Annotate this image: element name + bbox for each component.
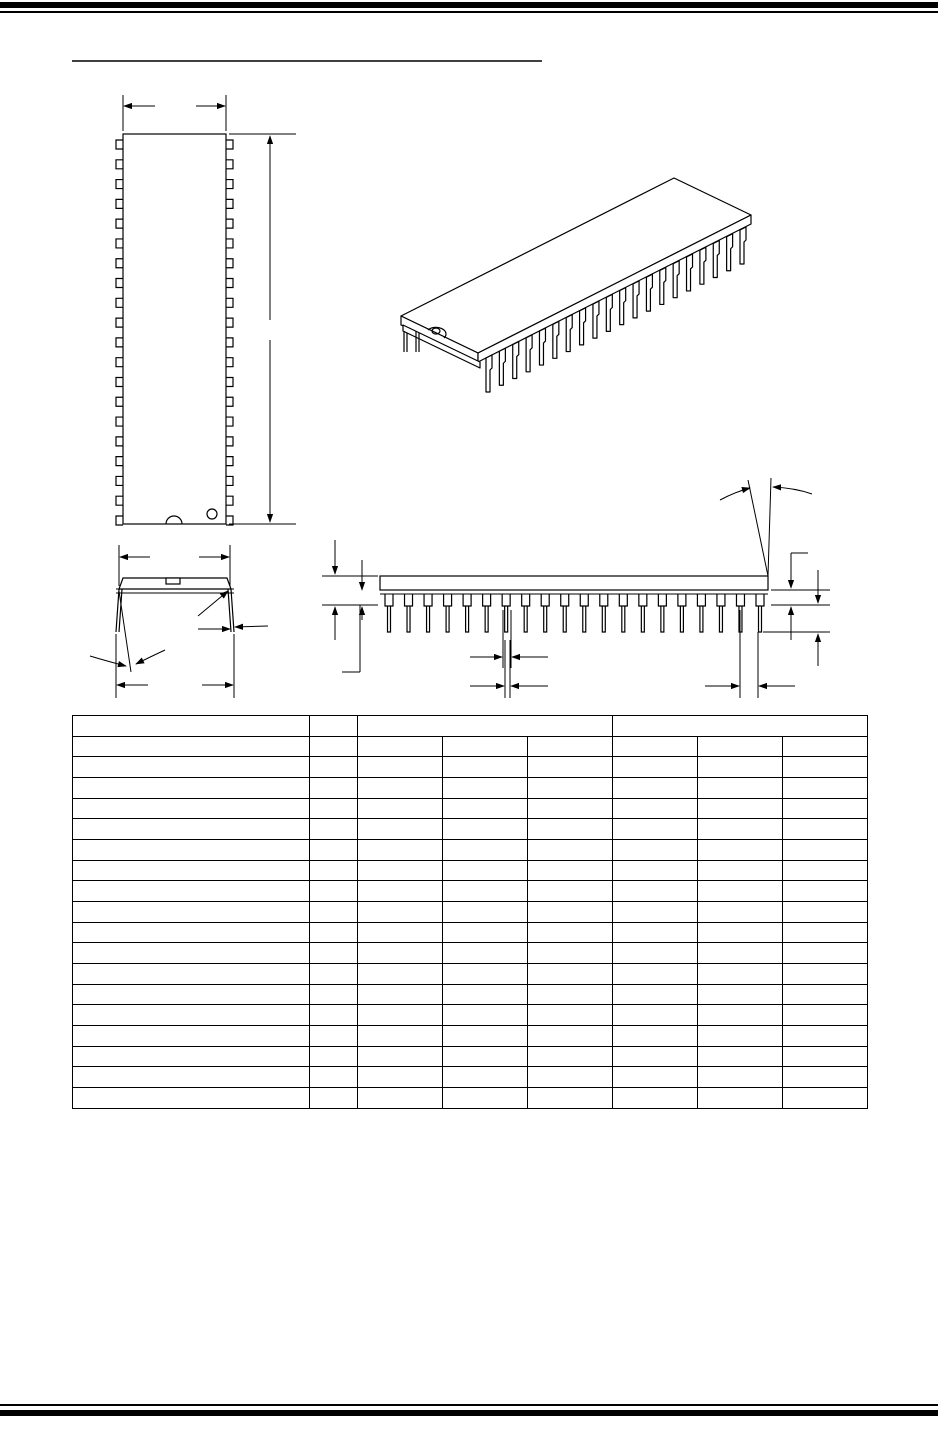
table-cell <box>528 964 613 985</box>
table-cell <box>613 716 868 737</box>
table-cell <box>613 819 698 840</box>
table-cell <box>528 922 613 943</box>
table-cell <box>443 1088 528 1109</box>
side-lead-shoulder <box>444 594 452 606</box>
table-cell <box>698 922 783 943</box>
side-lead-shoulder <box>619 594 627 606</box>
table-cell <box>698 984 783 1005</box>
table-row <box>73 984 868 1005</box>
side-lead-pin <box>583 606 586 632</box>
table-cell <box>73 1067 310 1088</box>
iso-lead <box>687 254 693 291</box>
iso-lead-far <box>404 331 407 352</box>
isometric-view <box>401 178 751 392</box>
table-cell <box>613 1026 698 1047</box>
table-cell <box>73 943 310 964</box>
table-cell <box>358 902 443 923</box>
iso-lead <box>673 261 679 298</box>
top-pin-right <box>226 298 233 307</box>
top-view-pins-right <box>226 140 233 525</box>
table-cell <box>73 1005 310 1026</box>
table-cell <box>358 922 443 943</box>
table-cell <box>358 1088 443 1109</box>
table-cell <box>73 922 310 943</box>
side-lead-shoulder <box>678 594 686 606</box>
table-cell <box>443 922 528 943</box>
side-lead-shoulder <box>522 594 530 606</box>
side-lead-pin <box>427 606 430 632</box>
iso-top-face <box>401 178 751 353</box>
table-cell <box>310 943 358 964</box>
table-cell <box>528 984 613 1005</box>
table-cell <box>783 881 868 902</box>
table-cell <box>358 984 443 1005</box>
table-cell <box>698 860 783 881</box>
side-lead-shoulder <box>600 594 608 606</box>
table-cell <box>73 1046 310 1067</box>
side-lead-pin <box>388 606 391 632</box>
table-cell <box>310 881 358 902</box>
table-cell <box>783 1026 868 1047</box>
table-cell <box>783 778 868 799</box>
top-pin-right <box>226 160 233 169</box>
table-cell <box>613 1088 698 1109</box>
table-cell <box>783 736 868 757</box>
package-drawing <box>0 0 938 710</box>
end-view <box>90 545 268 698</box>
table-cell <box>528 778 613 799</box>
top-pin-right <box>226 338 233 347</box>
side-lead-shoulder <box>405 594 413 606</box>
top-pin-right <box>226 437 233 446</box>
table-cell <box>443 1046 528 1067</box>
table-cell <box>613 736 698 757</box>
table-cell <box>310 1046 358 1067</box>
table-cell <box>698 1067 783 1088</box>
table-row <box>73 964 868 985</box>
table-row <box>73 922 868 943</box>
side-lead-pin <box>759 606 762 632</box>
table-cell <box>783 798 868 819</box>
iso-lead <box>553 321 559 358</box>
table-cell <box>310 984 358 1005</box>
table-cell <box>613 840 698 861</box>
table-cell <box>443 798 528 819</box>
top-pin-left <box>116 298 123 307</box>
table-cell <box>310 778 358 799</box>
footer-rule-thin <box>0 1404 938 1406</box>
top-pin-right <box>226 397 233 406</box>
top-pin-right <box>226 476 233 485</box>
iso-lead <box>593 301 599 338</box>
table-cell <box>358 778 443 799</box>
side-lead-shoulder <box>385 594 393 606</box>
table-cell <box>443 1005 528 1026</box>
top-pin-right <box>226 358 233 367</box>
iso-lead <box>499 348 505 385</box>
top-pin-right <box>226 219 233 228</box>
top-pin-left <box>116 476 123 485</box>
table-row <box>73 881 868 902</box>
table-cell <box>613 1067 698 1088</box>
table-cell <box>698 819 783 840</box>
table-cell <box>783 819 868 840</box>
top-view-pins-left <box>116 140 123 525</box>
table-cell <box>73 757 310 778</box>
side-lead-shoulder <box>580 594 588 606</box>
side-lead-shoulder <box>502 594 510 606</box>
table-row <box>73 798 868 819</box>
side-lead-pin <box>544 606 547 632</box>
side-lead-pin <box>466 606 469 632</box>
table-cell <box>783 902 868 923</box>
table-cell <box>310 902 358 923</box>
end-view-notch <box>166 578 180 584</box>
table-cell <box>698 881 783 902</box>
table-cell <box>358 757 443 778</box>
iso-lead <box>713 240 719 277</box>
table-cell <box>358 1005 443 1026</box>
iso-lead <box>513 342 519 379</box>
side-lead-shoulder <box>717 594 725 606</box>
table-cell <box>528 819 613 840</box>
iso-lead <box>526 335 532 372</box>
side-lead-pin <box>700 606 703 632</box>
table-row <box>73 1026 868 1047</box>
table-cell <box>358 860 443 881</box>
table-cell <box>698 1046 783 1067</box>
top-pin-right <box>226 318 233 327</box>
side-lead-pin <box>680 606 683 632</box>
table-cell <box>73 984 310 1005</box>
side-lead-pin <box>563 606 566 632</box>
top-pin-left <box>116 358 123 367</box>
table-cell <box>310 1067 358 1088</box>
side-lead-pin <box>719 606 722 632</box>
table-cell <box>443 881 528 902</box>
table-cell <box>73 778 310 799</box>
table-cell <box>73 860 310 881</box>
top-pin-left <box>116 377 123 386</box>
side-view-body <box>380 576 768 590</box>
table-cell <box>613 1005 698 1026</box>
table-cell <box>73 964 310 985</box>
top-pin-right <box>226 377 233 386</box>
end-view-lead-right <box>228 589 234 632</box>
table-cell <box>528 1046 613 1067</box>
table-cell <box>698 840 783 861</box>
side-lead-pin <box>602 606 605 632</box>
iso-lead <box>646 274 652 311</box>
side-lead-pin <box>524 606 527 632</box>
table-header-row <box>73 716 868 737</box>
side-lead-pin <box>446 606 449 632</box>
table-cell <box>698 778 783 799</box>
side-lead-shoulder <box>736 594 744 606</box>
table-header-row <box>73 736 868 757</box>
table-cell <box>528 860 613 881</box>
table-cell <box>443 860 528 881</box>
side-lead-pin <box>407 606 410 632</box>
iso-lead <box>580 308 586 345</box>
table-cell <box>358 943 443 964</box>
table-row <box>73 1067 868 1088</box>
side-lead-pin <box>661 606 664 632</box>
iso-lead <box>633 281 639 318</box>
table-cell <box>528 902 613 923</box>
table-cell <box>358 798 443 819</box>
table-cell <box>310 819 358 840</box>
table-cell <box>358 819 443 840</box>
side-lead-shoulder <box>697 594 705 606</box>
iso-lead <box>660 267 666 304</box>
side-view-leads <box>385 594 764 632</box>
table-cell <box>698 943 783 964</box>
table-cell <box>698 1088 783 1109</box>
top-pin-left <box>116 259 123 268</box>
table-cell <box>73 902 310 923</box>
table-cell <box>73 819 310 840</box>
top-pin-right <box>226 180 233 189</box>
table-cell <box>358 840 443 861</box>
side-lead-pin <box>485 606 488 632</box>
side-lead-shoulder <box>541 594 549 606</box>
top-pin-left <box>116 318 123 327</box>
table-cell <box>698 902 783 923</box>
table-cell <box>613 902 698 923</box>
top-pin-right <box>226 496 233 505</box>
table-cell <box>528 1005 613 1026</box>
table-cell <box>528 1088 613 1109</box>
table-cell <box>443 902 528 923</box>
top-pin-left <box>116 180 123 189</box>
table-cell <box>698 1005 783 1026</box>
top-pin-right <box>226 140 233 149</box>
table-cell <box>443 736 528 757</box>
iso-lead <box>606 294 612 331</box>
table-cell <box>310 840 358 861</box>
table-cell <box>310 757 358 778</box>
table-cell <box>310 798 358 819</box>
top-view <box>116 95 296 525</box>
top-pin-left <box>116 160 123 169</box>
top-pin-left <box>116 437 123 446</box>
table-cell <box>528 881 613 902</box>
dimension-table <box>72 715 868 1109</box>
side-lead-shoulder <box>658 594 666 606</box>
table-cell <box>698 736 783 757</box>
table-cell <box>783 964 868 985</box>
iso-lead <box>620 288 626 325</box>
table-row <box>73 1088 868 1109</box>
table-row <box>73 778 868 799</box>
top-pin-right <box>226 279 233 288</box>
table-cell <box>310 716 358 737</box>
side-lead-shoulder <box>424 594 432 606</box>
table-cell <box>73 881 310 902</box>
table-row <box>73 819 868 840</box>
side-lead-shoulder <box>756 594 764 606</box>
table-cell <box>358 736 443 757</box>
table-cell <box>73 798 310 819</box>
table-cell <box>528 757 613 778</box>
table-cell <box>443 964 528 985</box>
table-cell <box>783 840 868 861</box>
top-pin-right <box>226 199 233 208</box>
table-row <box>73 840 868 861</box>
table-cell <box>310 736 358 757</box>
table-cell <box>443 819 528 840</box>
table-cell <box>613 860 698 881</box>
table-cell <box>698 1026 783 1047</box>
side-lead-shoulder <box>639 594 647 606</box>
table-cell <box>73 840 310 861</box>
iso-lead <box>740 227 746 264</box>
top-pin-left <box>116 140 123 149</box>
table-cell <box>73 716 310 737</box>
table-cell <box>310 1088 358 1109</box>
end-view-lead-left <box>116 589 122 632</box>
table-cell <box>613 798 698 819</box>
table-cell <box>613 881 698 902</box>
side-lead-shoulder <box>483 594 491 606</box>
table-cell <box>310 860 358 881</box>
side-lead-pin <box>505 606 508 632</box>
side-lead-pin <box>622 606 625 632</box>
top-view-body <box>123 134 226 524</box>
side-lead-pin <box>641 606 644 632</box>
table-cell <box>783 1067 868 1088</box>
table-cell <box>613 943 698 964</box>
table-cell <box>528 840 613 861</box>
table-cell <box>443 943 528 964</box>
table-cell <box>443 1026 528 1047</box>
table-cell <box>613 757 698 778</box>
top-pin-left <box>116 397 123 406</box>
table-cell <box>613 964 698 985</box>
top-pin-left <box>116 417 123 426</box>
table-cell <box>443 984 528 1005</box>
table-cell <box>783 1046 868 1067</box>
table-cell <box>73 1026 310 1047</box>
table-row <box>73 757 868 778</box>
table-cell <box>310 1026 358 1047</box>
table-cell <box>698 964 783 985</box>
table-row <box>73 943 868 964</box>
iso-lead <box>727 234 733 271</box>
iso-lead <box>486 355 492 392</box>
top-pin-left <box>116 199 123 208</box>
table-cell <box>783 860 868 881</box>
top-pin-left <box>116 219 123 228</box>
table-cell <box>443 778 528 799</box>
table-cell <box>783 757 868 778</box>
top-pin-left <box>116 496 123 505</box>
top-pin-left <box>116 338 123 347</box>
table-cell <box>358 964 443 985</box>
table-cell <box>73 1088 310 1109</box>
top-pin-right <box>226 259 233 268</box>
table-cell <box>528 798 613 819</box>
table-cell <box>783 1088 868 1109</box>
iso-lead <box>566 315 572 352</box>
table-cell <box>783 1005 868 1026</box>
table-cell <box>73 736 310 757</box>
top-pin-right <box>226 417 233 426</box>
top-pin-right <box>226 239 233 248</box>
table-cell <box>698 798 783 819</box>
table-cell <box>358 1046 443 1067</box>
table-cell <box>528 1067 613 1088</box>
table-row <box>73 1046 868 1067</box>
table-cell <box>783 943 868 964</box>
table-cell <box>528 943 613 964</box>
table-cell <box>613 984 698 1005</box>
table-cell <box>528 736 613 757</box>
top-pin-left <box>116 279 123 288</box>
table-cell <box>358 1026 443 1047</box>
table-cell <box>443 757 528 778</box>
top-pin-right <box>226 457 233 466</box>
table-cell <box>613 1046 698 1067</box>
table-cell <box>358 716 613 737</box>
table-cell <box>443 1067 528 1088</box>
table-cell <box>310 964 358 985</box>
top-pin-left <box>116 239 123 248</box>
top-pin-left <box>116 516 123 525</box>
table-cell <box>613 922 698 943</box>
footer-rule-thick <box>0 1410 938 1416</box>
table-cell <box>358 881 443 902</box>
table-cell <box>358 1067 443 1088</box>
top-pin-left <box>116 457 123 466</box>
table-cell <box>783 922 868 943</box>
table-cell <box>698 757 783 778</box>
table-cell <box>310 1005 358 1026</box>
table-cell <box>783 984 868 1005</box>
side-lead-shoulder <box>463 594 471 606</box>
table-row <box>73 902 868 923</box>
table-cell <box>443 840 528 861</box>
table-cell <box>613 778 698 799</box>
iso-lead <box>700 247 706 284</box>
side-view <box>322 478 830 698</box>
table-row <box>73 1005 868 1026</box>
iso-lead <box>539 328 545 365</box>
side-lead-shoulder <box>561 594 569 606</box>
table-cell <box>528 1026 613 1047</box>
table-cell <box>310 922 358 943</box>
table-row <box>73 860 868 881</box>
